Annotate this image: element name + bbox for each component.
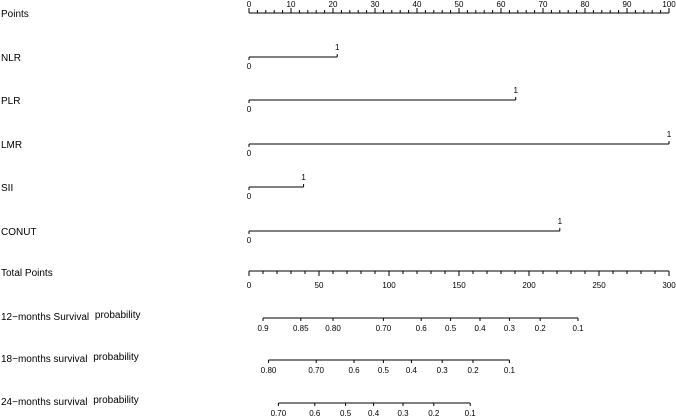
- sii-label: SII: [1, 183, 14, 194]
- total-points-tick-label: 150: [452, 281, 466, 290]
- surv24-tick-label: 0.1: [464, 409, 476, 418]
- total-points-tick-label: 0: [246, 281, 252, 290]
- points-axis-tick-label: 10: [286, 0, 296, 9]
- points-axis-tick-label: 100: [662, 0, 676, 9]
- lmr-level-1-label: 1: [666, 130, 672, 139]
- surv24-label: [1, 395, 139, 408]
- surv24-tick-label: 0.70: [270, 409, 287, 418]
- surv24-label-main: 24−months survival: [1, 397, 88, 408]
- total-points-tick-label: 200: [522, 281, 536, 290]
- points-axis-tick-label: 70: [538, 0, 548, 9]
- plr-level-1-label: 1: [513, 86, 518, 95]
- lmr-label: LMR: [1, 140, 23, 151]
- surv12-label: [1, 310, 140, 323]
- surv18-label-sub: probability: [93, 352, 139, 363]
- points-axis-label: Points: [1, 9, 29, 20]
- surv18-tick-label: 0.70: [308, 366, 324, 375]
- lmr-level-0-label: 0: [246, 149, 252, 158]
- surv24-tick-label: 0.5: [340, 409, 352, 418]
- surv12-tick-label: 0.5: [445, 324, 457, 333]
- surv18-tick-label: 0.80: [260, 366, 277, 375]
- total-points-tick-label: 300: [662, 281, 676, 290]
- conut-level-0-label: 0: [246, 236, 252, 245]
- plr-label: PLR: [1, 96, 21, 107]
- conut-label: CONUT: [1, 227, 37, 238]
- surv24-tick-label: 0.4: [368, 409, 380, 418]
- surv12-tick-label: 0.80: [325, 324, 341, 333]
- sii-level-0-label: 0: [246, 192, 252, 201]
- surv12-tick-label: 0.70: [375, 324, 392, 333]
- surv12-tick-label: 0.85: [293, 324, 309, 333]
- surv12-tick-label: 0.1: [572, 324, 584, 333]
- sii-level-1-label: 1: [301, 173, 306, 182]
- surv18-tick-label: 0.5: [377, 366, 389, 375]
- surv12-tick-label: 0.6: [415, 324, 427, 333]
- total-points-tick-label: 50: [314, 281, 324, 290]
- conut-level-1-label: 1: [557, 217, 563, 226]
- surv12-tick-label: 0.3: [503, 324, 515, 333]
- nlr-level-1-label: 1: [334, 43, 340, 52]
- surv18-tick-label: 0.4: [405, 366, 417, 375]
- surv18-label: [1, 352, 139, 365]
- nlr-label: NLR: [1, 53, 22, 64]
- points-axis-tick-label: 60: [496, 0, 506, 9]
- points-axis-tick-label: 50: [454, 0, 464, 9]
- surv18-tick-label: 0.1: [503, 366, 515, 375]
- surv12-label-sub: probability: [94, 310, 141, 321]
- nlr-level-0-label: 0: [246, 62, 252, 71]
- points-axis-tick-label: 0: [246, 0, 252, 9]
- surv18-tick-label: 0.6: [348, 366, 360, 375]
- total-points-tick-label: 250: [592, 281, 606, 290]
- surv12-label-main: 12−months Survival: [1, 312, 90, 323]
- points-axis-tick-label: 30: [370, 0, 380, 9]
- surv12-tick-label: 0.2: [534, 324, 546, 333]
- points-axis-tick-label: 90: [622, 0, 632, 9]
- surv24-tick-label: 0.6: [309, 409, 321, 418]
- surv12-tick-label: 0.4: [474, 324, 486, 333]
- surv24-tick-label: 0.2: [428, 409, 440, 418]
- points-axis-tick-label: 40: [412, 0, 422, 9]
- surv24-label-sub: probability: [93, 395, 139, 406]
- points-axis-tick-label: 20: [328, 0, 338, 9]
- surv18-tick-label: 0.2: [467, 366, 479, 375]
- points-axis-tick-label: 80: [580, 0, 590, 9]
- surv24-tick-label: 0.3: [397, 409, 409, 418]
- surv18-tick-label: 0.3: [436, 366, 448, 375]
- plr-level-0-label: 0: [246, 105, 252, 114]
- surv12-tick-label: 0.9: [257, 324, 269, 333]
- surv18-label-main: 18−months survival: [1, 354, 88, 365]
- total-points-label: Total Points: [1, 268, 53, 279]
- total-points-tick-label: 100: [382, 281, 396, 290]
